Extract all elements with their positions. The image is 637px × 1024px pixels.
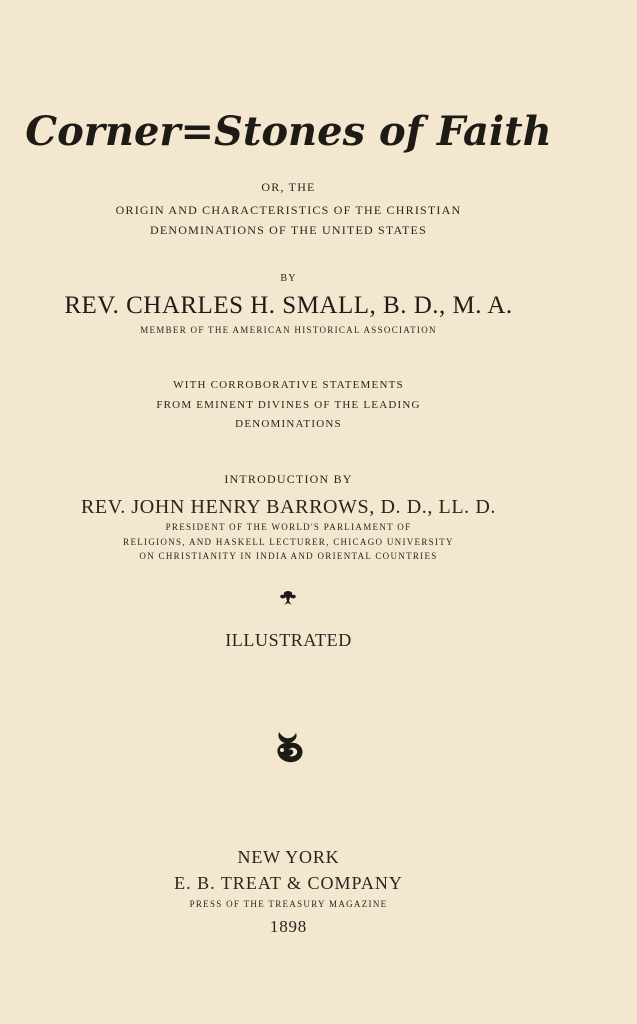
- subtitle-line-2: ORIGIN AND CHARACTERISTICS OF THE CHRISTIAN: [115, 203, 462, 217]
- statements-line-2: FROM EMINENT DIVINES OF THE LEADING: [156, 399, 421, 411]
- statements-line-1: WITH CORROBORATIVE STATEMENTS: [173, 379, 404, 391]
- statements-line-3: DENOMINATIONS: [235, 418, 342, 430]
- fleuron-icon: [279, 590, 297, 606]
- imprint-press: PRESS OF THE TREASURY MAGAZINE: [189, 899, 388, 909]
- introduction-label: INTRODUCTION BY: [224, 472, 353, 486]
- illustrated-label: ILLUSTRATED: [225, 630, 352, 650]
- author-name: REV. CHARLES H. SMALL, B. D., M. A.: [64, 292, 513, 319]
- subtitle-line-1: OR, THE: [261, 180, 316, 194]
- imprint-publisher: E. B. TREAT & COMPANY: [174, 873, 403, 893]
- by-label: BY: [280, 273, 297, 284]
- intro-affiliation-line-3: ON CHRISTIANITY IN INDIA AND ORIENTAL COUNTRIES: [139, 551, 438, 561]
- author-affiliation: MEMBER OF THE AMERICAN HISTORICAL ASSOCIATION: [140, 325, 437, 335]
- imprint-city: NEW YORK: [237, 847, 340, 867]
- intro-affiliation-line-1: PRESIDENT OF THE WORLD'S PARLIAMENT OF: [165, 522, 412, 532]
- book-title: Corner=Stones of Faith: [25, 108, 552, 155]
- intro-affiliation-line-2: RELIGIONS, AND HASKELL LECTURER, CHICAGO UNIVERSITY: [123, 537, 454, 547]
- printers-device-icon: [271, 728, 307, 766]
- subtitle-line-3: DENOMINATIONS OF THE UNITED STATES: [150, 223, 427, 237]
- imprint-year: 1898: [269, 917, 308, 936]
- introduction-author: REV. JOHN HENRY BARROWS, D. D., LL. D.: [80, 496, 497, 518]
